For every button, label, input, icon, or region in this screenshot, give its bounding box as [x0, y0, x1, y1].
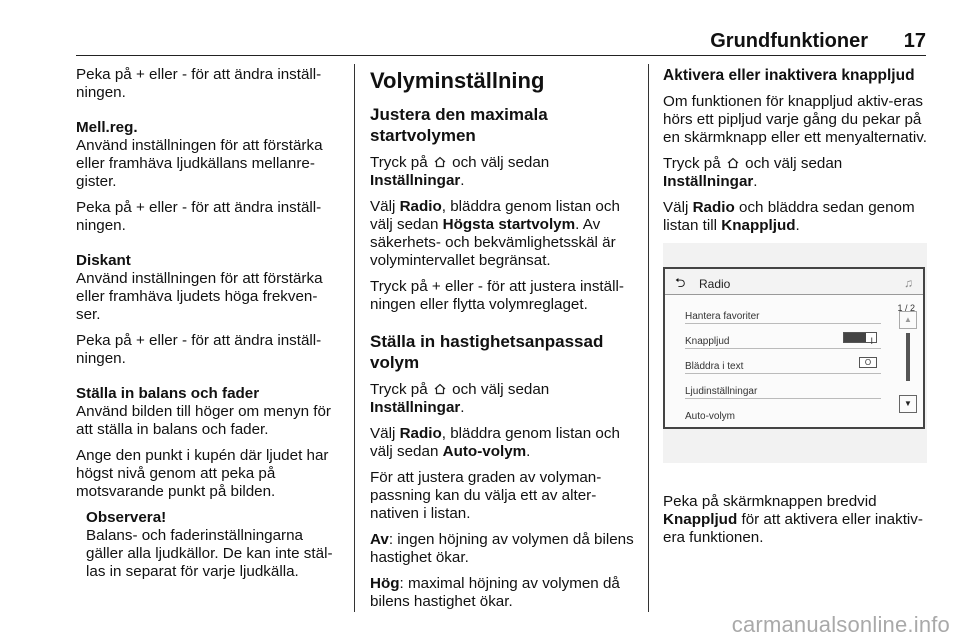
text: , bläddra genom listan och välj sedan	[370, 425, 620, 460]
home-icon	[434, 383, 446, 395]
header-rule	[76, 55, 926, 56]
scroll-down-icon[interactable]: ▼	[899, 395, 917, 413]
subsection-heading: Justera den maximala startvolymen	[370, 105, 548, 145]
term: Radio	[399, 198, 442, 215]
text: Tryck på	[370, 154, 428, 171]
knappljud-toggle[interactable]: I	[843, 332, 877, 343]
column-3	[663, 66, 927, 555]
home-icon	[434, 156, 446, 168]
menu-item-label: Knappljud	[685, 336, 730, 347]
term: Radio	[692, 199, 735, 216]
text: Peka på skärmknappen bredvid	[663, 493, 877, 510]
menu-item-label: Hantera favoriter	[685, 311, 760, 322]
term: Radio	[399, 425, 442, 442]
note-heading: Observera!	[86, 509, 167, 526]
paragraph	[370, 198, 638, 270]
menu-item-knappljud[interactable]	[685, 324, 881, 349]
column-divider-1	[354, 64, 355, 612]
column-2	[370, 66, 638, 619]
menu-item-bladdra-i-text[interactable]	[685, 349, 881, 374]
section-heading: Aktivera eller inaktivera knappljud	[663, 67, 915, 84]
paragraph: För att justera graden av volyman-passning kan du välja ett av alter-nativen i listan.	[370, 469, 602, 522]
text: och välj sedan	[745, 155, 843, 172]
menu-item-ljudinstallningar[interactable]	[685, 374, 881, 399]
text: , bläddra genom listan och välj sedan	[370, 198, 620, 233]
term: Hög	[370, 575, 400, 592]
watermark: carmanualsonline.info	[731, 612, 950, 637]
term: Auto-volym	[442, 443, 527, 460]
menu-item-label: Bläddra i text	[685, 361, 744, 372]
page-indicator: 1 / 2	[897, 303, 915, 313]
paragraph: Om funktionen för knappljud aktiv-eras hörs ett pipljud varje gång du pekar på en skärmknapp eller ett menyalternativ.	[663, 93, 927, 146]
music-note-icon: ♫	[904, 276, 913, 290]
term: Inställningar	[370, 172, 461, 189]
subheading-diskant: Diskant	[76, 252, 131, 269]
paragraph: Tryck på och välj sedan Inställningar.	[370, 381, 550, 416]
chapter-title: Grundfunktioner	[710, 30, 868, 52]
paragraph: Ange den punkt i kupén där ljudet har högst nivå genom att peka på motsvarande punkt på bilden.	[76, 447, 329, 500]
radio-settings-screenshot	[663, 243, 927, 463]
paragraph	[76, 252, 340, 324]
home-icon	[727, 157, 739, 169]
text: Välj	[370, 198, 396, 215]
screen-title: Radio	[699, 277, 731, 291]
paragraph	[370, 575, 638, 611]
paragraph: Tryck på och välj sedan Inställningar.	[370, 154, 550, 189]
paragraph	[76, 119, 340, 191]
column-1	[76, 66, 340, 589]
text: Välj	[370, 425, 396, 442]
menu-item-label: Ljudinställningar	[685, 386, 758, 397]
paragraph: Tryck på + eller - för att justera inställ-ningen eller flytta volymreglaget.	[370, 278, 624, 313]
page-header	[76, 30, 926, 52]
text: Tryck på	[663, 155, 721, 172]
paragraph: Välj Radio, bläddra genom listan och välj sedan Auto-volym.	[370, 425, 620, 460]
paragraph: Välj Radio och bläddra sedan genom listan till Knappljud.	[663, 199, 915, 234]
term: Av	[370, 531, 389, 548]
term: Högsta startvolym	[442, 216, 576, 233]
text: : ingen höjning av volymen då bilens hastighet ökar.	[370, 531, 634, 566]
term: Knappljud	[663, 511, 738, 528]
paragraph: Peka på + eller - för att ändra inställ-ningen.	[76, 66, 322, 101]
text: . Av säkerhets- och bekvämlighetsskäl är volymintervallet begränsat.	[370, 216, 616, 269]
text: Tryck på	[370, 381, 428, 398]
bladdra-toggle[interactable]: O	[859, 357, 877, 368]
paragraph	[76, 385, 340, 439]
text: Välj	[663, 199, 689, 216]
paragraph	[663, 493, 927, 547]
scroll-up-icon[interactable]: ▲	[899, 311, 917, 329]
subheading-mellreg: Mell.reg.	[76, 119, 138, 136]
paragraph	[370, 531, 638, 567]
text: och bläddra sedan genom listan till	[663, 199, 915, 234]
page-number: 17	[903, 30, 926, 52]
paragraph: Peka på + eller - för att ändra inställ-ningen.	[76, 199, 322, 234]
text: Använd inställningen för att förstärka eller framhäva ljudets höga frekven-ser.	[76, 270, 323, 323]
infotainment-screen	[663, 267, 925, 429]
screen-title-bar	[665, 269, 923, 295]
menu-item-label: Auto-volym	[685, 411, 736, 422]
term: Inställningar	[663, 173, 754, 190]
column-divider-2	[648, 64, 649, 612]
note-text: Balans- och faderinställningarna gäller alla ljudkällor. De kan inte stäl-las in separat för varje ljudkälla.	[86, 527, 333, 580]
menu-item-auto-volym[interactable]	[685, 399, 881, 424]
text: Använd inställningen för att förstärka eller framhäva ljudkällans mellanre-gister.	[76, 137, 323, 190]
subsection-heading: Ställa in hastighetsanpassad volym	[370, 332, 604, 372]
text: och välj sedan	[452, 381, 550, 398]
paragraph: Tryck på och välj sedan Inställningar.	[663, 155, 843, 190]
text: och välj sedan	[452, 154, 550, 171]
note-block	[76, 509, 340, 581]
text: för att aktivera eller inaktiv-era funktionen.	[663, 511, 923, 546]
subheading-balans: Ställa in balans och fader	[76, 385, 260, 402]
menu-item-hantera-favoriter[interactable]	[685, 299, 881, 324]
section-heading: Volyminställning	[370, 68, 545, 93]
scrollbar[interactable]	[906, 333, 910, 381]
text: Använd bilden till höger om menyn för att ställa in balans och fader.	[76, 403, 331, 438]
paragraph: Peka på + eller - för att ändra inställ-ningen.	[76, 332, 322, 367]
term: Inställningar	[370, 399, 461, 416]
back-arrow-icon[interactable]: ⮌	[675, 275, 686, 290]
text: : maximal höjning av volymen då bilens hastighet ökar.	[370, 575, 620, 610]
term: Knappljud	[721, 217, 796, 234]
